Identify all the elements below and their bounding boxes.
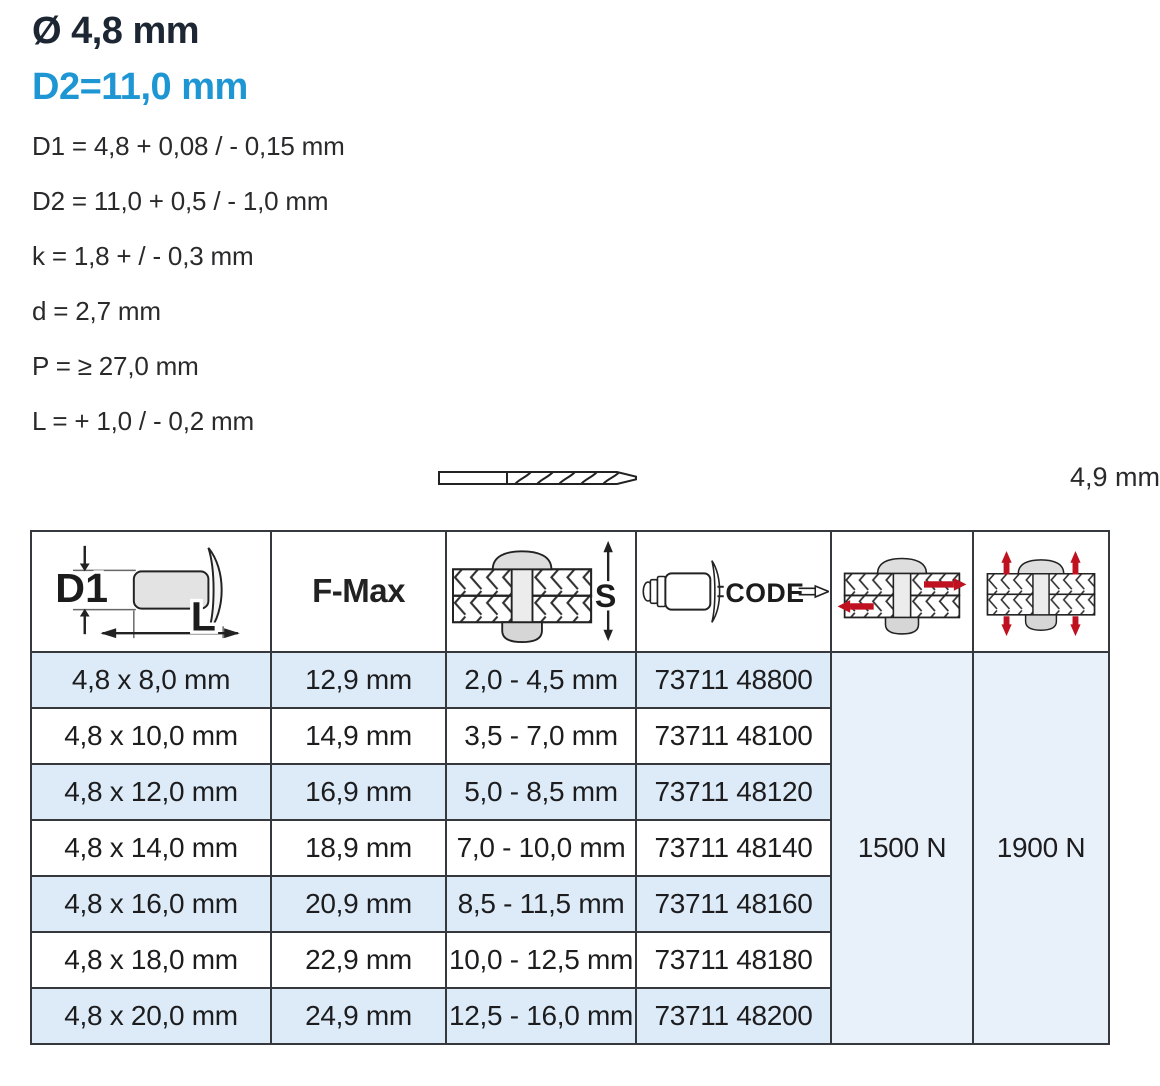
col-size-header: [31, 531, 271, 652]
drill-size-label: 4,9 mm: [1069, 462, 1160, 493]
size-cell: 4,8 x 8,0 mm: [31, 652, 271, 708]
size-cell: 4,8 x 12,0 mm: [31, 764, 271, 820]
grip-cell: 8,5 - 11,5 mm: [446, 876, 636, 932]
spec-line: D2 = 11,0 + 0,5 / - 1,0 mm: [32, 185, 329, 216]
grip-cell: 7,0 - 10,0 mm: [446, 820, 636, 876]
spec-lines: [32, 132, 1160, 435]
header-row: [31, 531, 1109, 652]
grip-cell: 10,0 - 12,5 mm: [446, 932, 636, 988]
table-row: [31, 652, 1109, 708]
size-cell: 4,8 x 14,0 mm: [31, 820, 271, 876]
grip-cell: 5,0 - 8,5 mm: [446, 764, 636, 820]
rivet-spec-table: [30, 530, 1110, 1045]
size-cell: 4,8 x 10,0 mm: [31, 708, 271, 764]
fmax-cell: 12,9 mm: [271, 652, 446, 708]
code-cell: 73711 48160: [636, 876, 831, 932]
fmax-cell: 14,9 mm: [271, 708, 446, 764]
spec-line: L = + 1,0 / - 0,2 mm: [32, 405, 254, 436]
shear-strength-icon: [836, 548, 968, 635]
l-dimension-label: L: [190, 593, 216, 640]
page-title: Ø 4,8 mm: [32, 10, 200, 52]
drill-bit-icon: [437, 463, 642, 493]
code-cell: 73711 48100: [636, 708, 831, 764]
spec-line: d = 2,7 mm: [32, 295, 161, 326]
col-code-header: [636, 531, 831, 652]
tensile-strength-icon: [986, 545, 1096, 637]
code-label: CODE: [724, 577, 804, 608]
size-cell: 4,8 x 18,0 mm: [31, 932, 271, 988]
grip-range-icon: [451, 539, 631, 644]
code-cell: 73711 48140: [636, 820, 831, 876]
grip-cell: 3,5 - 7,0 mm: [446, 708, 636, 764]
code-cell: 73711 48120: [636, 764, 831, 820]
col-fmax-header: [271, 531, 446, 652]
d1-dimension-label: D1: [55, 565, 109, 612]
col-grip-header: [446, 531, 636, 652]
col-tensile-header: [973, 531, 1109, 652]
spec-line: D1 = 4,8 + 0,08 / - 0,15 mm: [32, 130, 345, 161]
spec-line: P = ≥ 27,0 mm: [32, 350, 199, 381]
tensile-strength-cell: 1900 N: [973, 652, 1109, 1044]
grip-cell: 2,0 - 4,5 mm: [446, 652, 636, 708]
col-shear-header: [831, 531, 973, 652]
fmax-cell: 22,9 mm: [271, 932, 446, 988]
rivet-dimension-icon: [45, 538, 257, 644]
code-cell: 73711 48800: [636, 652, 831, 708]
size-cell: 4,8 x 20,0 mm: [31, 988, 271, 1044]
fmax-cell: 16,9 mm: [271, 764, 446, 820]
fmax-cell: 20,9 mm: [271, 876, 446, 932]
size-cell: 4,8 x 16,0 mm: [31, 876, 271, 932]
fmax-cell: 18,9 mm: [271, 820, 446, 876]
grip-s-label: S: [594, 577, 617, 614]
fmax-cell: 24,9 mm: [271, 988, 446, 1044]
subtitle-d2: D2=11,0 mm: [32, 65, 248, 108]
code-rivet-icon: [639, 556, 829, 627]
grip-cell: 12,5 - 16,0 mm: [446, 988, 636, 1044]
code-cell: 73711 48180: [636, 932, 831, 988]
fmax-label: F-Max: [312, 572, 405, 610]
spec-line: k = 1,8 + / - 0,3 mm: [32, 240, 254, 271]
code-cell: 73711 48200: [636, 988, 831, 1044]
shear-strength-cell: 1500 N: [831, 652, 973, 1044]
drill-diameter-row: [32, 462, 1160, 494]
